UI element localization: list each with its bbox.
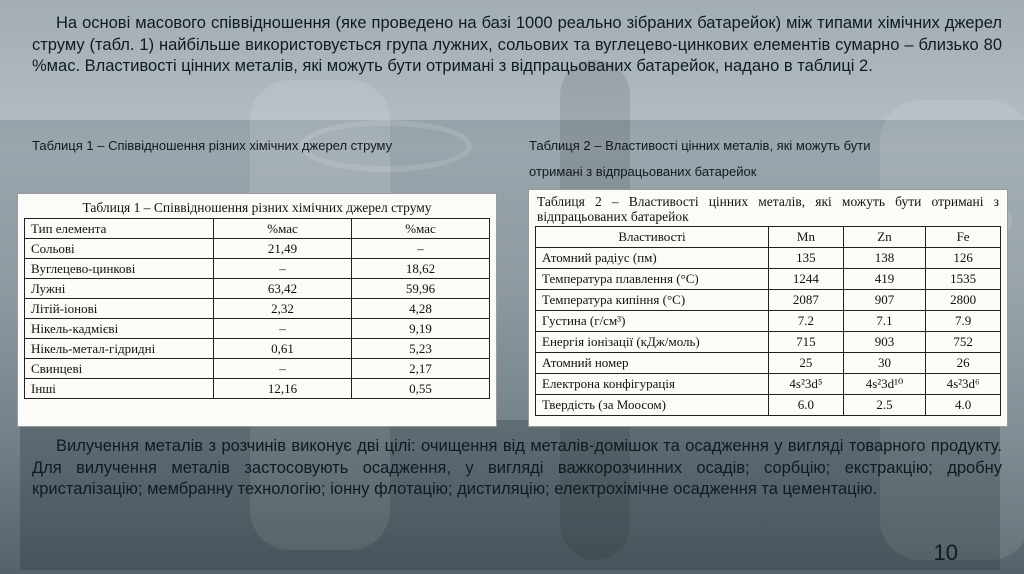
table2-cell: 126: [926, 248, 1001, 269]
table1-row: [25, 359, 490, 379]
table1-row: [25, 259, 490, 279]
table2-cell: Атомний радіус (пм): [536, 248, 769, 269]
table2-caption-line1: Таблиця 2 – Властивості цінних металів, які можуть бути: [529, 138, 871, 153]
table2-cell: 7.2: [769, 311, 844, 332]
table1-cell: Лужні: [25, 279, 214, 299]
table1-header-type: Тип елемента: [25, 219, 214, 239]
table1-cell: –: [352, 239, 490, 259]
table1-cell: 21,49: [214, 239, 352, 259]
table1-cell: Літій-іонові: [25, 299, 214, 319]
table2-header-fe: Fe: [926, 227, 1001, 248]
table1-cell: 9,19: [352, 319, 490, 339]
table2-cell: 907: [843, 290, 925, 311]
table2-cell: 2800: [926, 290, 1001, 311]
table2-cell: 6.0: [769, 395, 844, 416]
table1-cell: 2,17: [352, 359, 490, 379]
table2-cell: 7.9: [926, 311, 1001, 332]
table2-cell: 7.1: [843, 311, 925, 332]
table1-cell: 4,28: [352, 299, 490, 319]
table2-row: [536, 290, 1001, 311]
table1-cell: Вуглецево-цинкові: [25, 259, 214, 279]
table1-cell: –: [214, 319, 352, 339]
table1-cell: –: [214, 259, 352, 279]
table2-cell: 25: [769, 353, 844, 374]
table1-header-col3: %мас: [352, 219, 490, 239]
table2: [535, 226, 1001, 416]
table1-header-row: [25, 219, 490, 239]
table2-cell: 419: [843, 269, 925, 290]
table2-cell: Температура кипіння (°С): [536, 290, 769, 311]
table1-cell: 0,61: [214, 339, 352, 359]
table1-cell: 5,23: [352, 339, 490, 359]
table2-cell: Енергія іонізації (кДж/моль): [536, 332, 769, 353]
table2-cell: Температура плавлення (°С): [536, 269, 769, 290]
table1-cell: Нікель-метал-гідридні: [25, 339, 214, 359]
table2-header-mn: Mn: [769, 227, 844, 248]
table1-row: [25, 339, 490, 359]
table1-cell: 59,96: [352, 279, 490, 299]
table1-caption: Таблиця 1 – Співвідношення різних хімічних джерел струму: [32, 138, 393, 153]
table2-row: [536, 311, 1001, 332]
table1-cell: 2,32: [214, 299, 352, 319]
table2-cell: 903: [843, 332, 925, 353]
table2-header-row: [536, 227, 1001, 248]
table2-title: Таблиця 2 – Властивості цінних металів, які можуть бути отримані з відпрацьованих батарейок: [537, 194, 999, 224]
table1-cell: 12,16: [214, 379, 352, 399]
table2-row: [536, 269, 1001, 290]
table2-cell: 1244: [769, 269, 844, 290]
table1-cell: 18,62: [352, 259, 490, 279]
table1-cell: –: [214, 359, 352, 379]
table1-header-col2: %мас: [214, 219, 352, 239]
table2-row: [536, 332, 1001, 353]
table2-cell: 2.5: [843, 395, 925, 416]
table2-cell: 4s²3d⁵: [769, 374, 844, 395]
table1-row: [25, 239, 490, 259]
table2-cell: Атомний номер: [536, 353, 769, 374]
table1-row: [25, 319, 490, 339]
table2-cell: 752: [926, 332, 1001, 353]
table2-header-property: Властивості: [536, 227, 769, 248]
table1-cell: Нікель-кадмієві: [25, 319, 214, 339]
table1-cell: 0,55: [352, 379, 490, 399]
table1-row: [25, 299, 490, 319]
table2-caption-line2: отримані з відпрацьованих батарейок: [529, 164, 757, 179]
table2-header-zn: Zn: [843, 227, 925, 248]
table1-row: [25, 279, 490, 299]
table1-cell: Свинцеві: [25, 359, 214, 379]
table2-cell: 1535: [926, 269, 1001, 290]
table2-row: [536, 374, 1001, 395]
table2-cell: 715: [769, 332, 844, 353]
table1-cell: Сольові: [25, 239, 214, 259]
table2-cell: 138: [843, 248, 925, 269]
table2-row: [536, 395, 1001, 416]
table2-cell: Електрона конфігурація: [536, 374, 769, 395]
table2-cell: 135: [769, 248, 844, 269]
table2-cell: Твердість (за Моосом): [536, 395, 769, 416]
page-number: 10: [933, 540, 958, 565]
extraction-paragraph: Вилучення металів з розчинів виконує дві цілі: очищення від металів-домішок та осадження у вигляді товарного продукту. Для вилучення металів застосовують осадження, у вигляді важкорозчинних осадів; сорбцію; екстракцію; дробну кристалізацію; мембранну технологію; іонну флотацію; дистиляцію; електрохімічне осадження та цементацію.: [32, 437, 1002, 498]
intro-paragraph: На основі масового співвідношення (яке проведено на базі 1000 реально зібраних батарейок) між типами хімічних джерел струму (табл. 1) найбільше використовується група лужних, сольових та вуглецево-цинкових елементів сумарно – близько 80 %мас. Властивості цінних металів, які можуть бути отримані з відпрацьованих батарейок, надано в таблиці 2.: [32, 14, 1002, 75]
table2-cell: 4s²3d¹⁰: [843, 374, 925, 395]
table1-cell: Інші: [25, 379, 214, 399]
table2-cell: 30: [843, 353, 925, 374]
table1-title: Таблиця 1 – Співвідношення різних хімічних джерел струму: [82, 200, 432, 215]
table2-cell: 2087: [769, 290, 844, 311]
table2-row: [536, 248, 1001, 269]
table2-scan: [528, 189, 1008, 427]
table2-cell: 4.0: [926, 395, 1001, 416]
table2-row: [536, 353, 1001, 374]
table1-row: [25, 379, 490, 399]
table2-cell: 4s²3d⁶: [926, 374, 1001, 395]
table1-scan: [17, 193, 497, 427]
table1-cell: 63,42: [214, 279, 352, 299]
table2-cell: Густина (г/см³): [536, 311, 769, 332]
table2-cell: 26: [926, 353, 1001, 374]
table1: [24, 218, 490, 399]
